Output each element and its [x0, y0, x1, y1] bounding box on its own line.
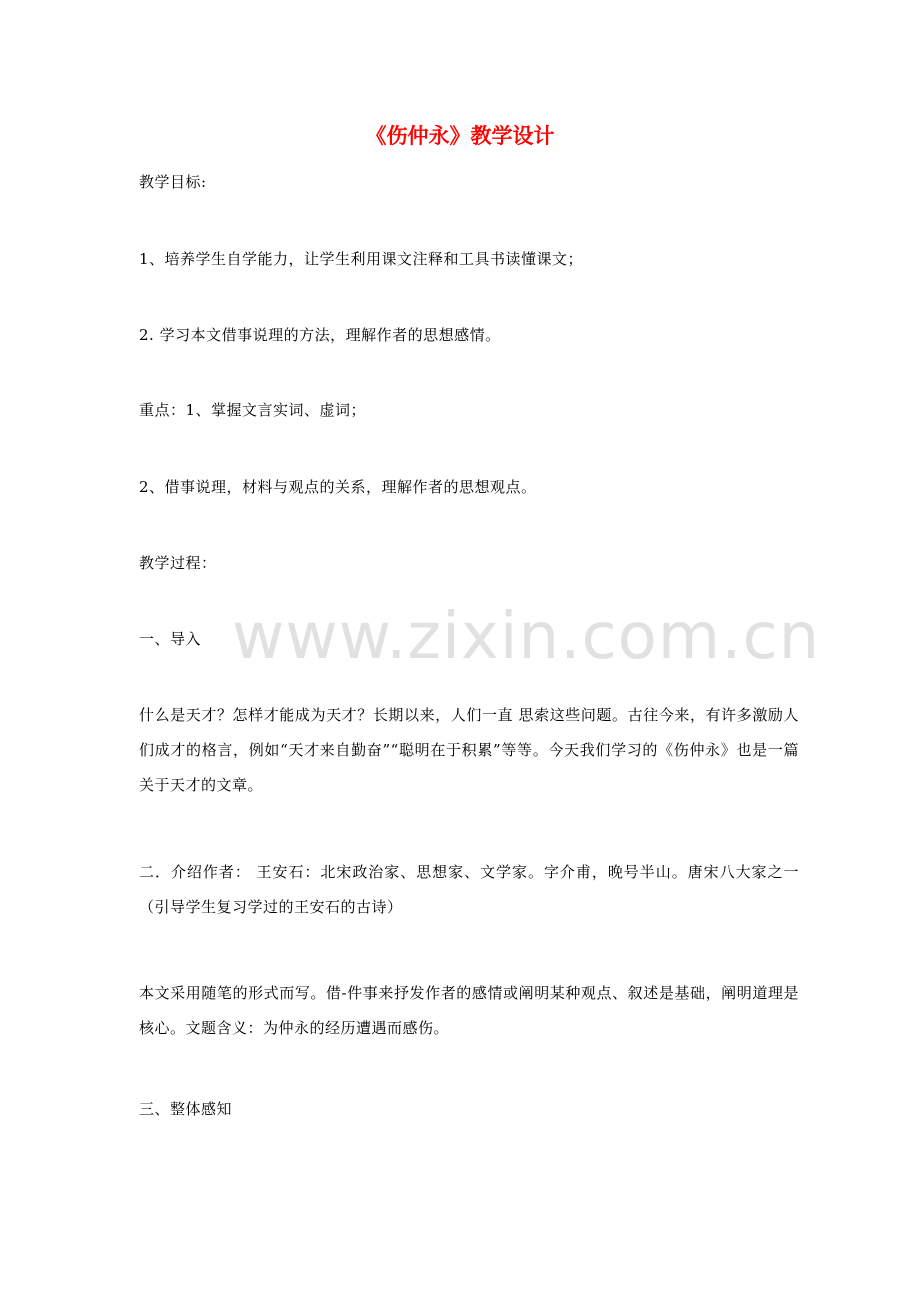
key-point-1: 重点：1、掌握文言实词、虚词； [139, 401, 367, 419]
section-heading-objectives: 教学目标: [139, 173, 207, 191]
objective-1: 1、培养学生自学能力，让学生利用课文注释和工具书读懂课文； [139, 250, 584, 268]
genre-paragraph: 本文采用随笔的形式而写。借-件事来抒发作者的感情或阐明某种观点、叙述是基础，阐明道理是核心。文题含义：为仲永的经历遭遇而感伤。 [139, 984, 799, 1037]
section-heading-overall: 三、整体感知 [139, 1100, 233, 1118]
watermark: www.zixin.com.cn [232, 600, 821, 674]
introduction-paragraph: 什么是天才？怎样才能成为天才？长期以来，人们一直 思索这些问题。古往今来，有许多激励人们成才的格言，例如“天才来自勤奋”“聪明在于积累”等等。今天我们学习的《伤仲永》也是一篇关于天才的文章。 [139, 706, 799, 794]
section-heading-process: 教学过程： [139, 554, 217, 572]
key-point-2: 2、借事说理，材料与观点的关系，理解作者的思想观点。 [139, 478, 537, 496]
author-paragraph: 二．介绍作者： 王安石：北宋政治家、思想家、文学家。字介甫，晚号半山。唐宋八大家之一（引导学生复习学过的王安石的古诗） [139, 863, 799, 916]
document-title: 《伤仲永》教学设计 [365, 124, 555, 148]
objective-2: 2. 学习本文借事说理的方法，理解作者的思想感情。 [139, 326, 501, 344]
section-heading-introduction: 一、导入 [139, 630, 202, 648]
